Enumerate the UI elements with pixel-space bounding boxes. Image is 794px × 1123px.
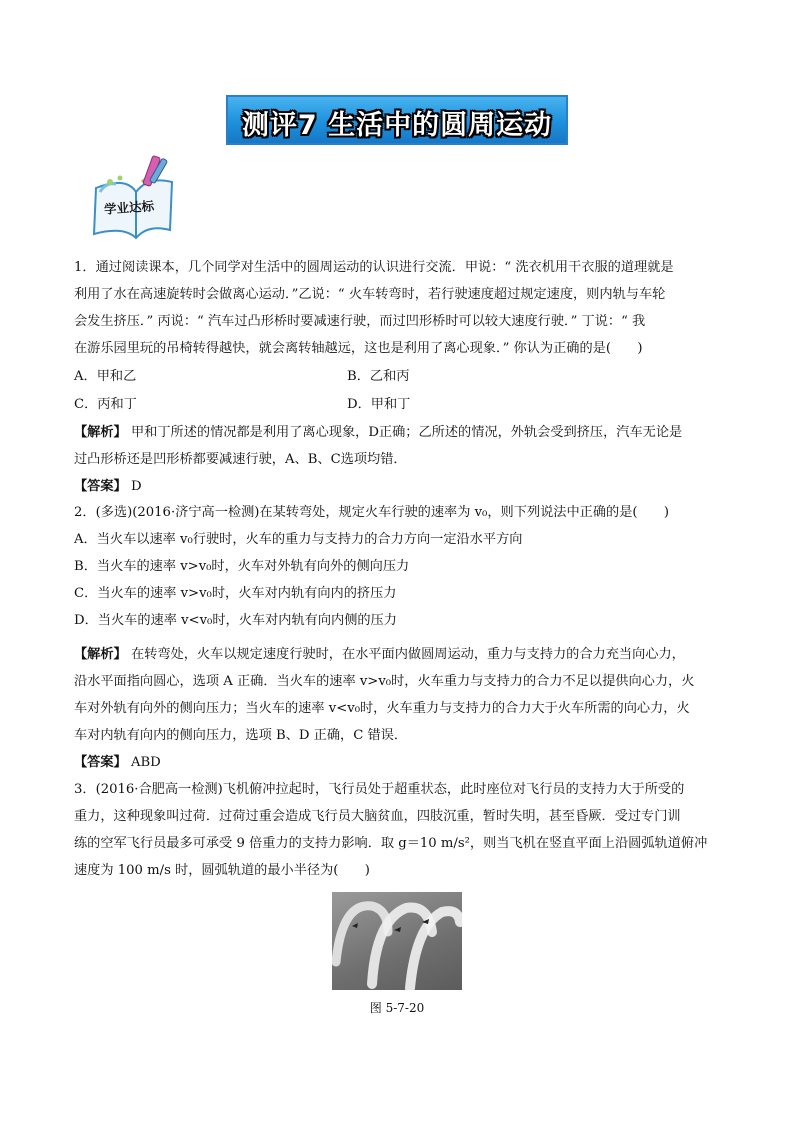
study-badge [86, 152, 176, 244]
q3-line: 重力，这种现象叫过荷．过荷过重会造成飞行员大脑贫血，四肢沉重，暂时失明，甚至昏厥．受过专门训 [74, 809, 681, 824]
q1-answer-value: D [130, 479, 142, 494]
q1-answer [74, 478, 142, 496]
q1-answer-tag: 【答案】 [74, 479, 127, 494]
q2-answer-value: ABD [130, 755, 161, 770]
q1-line: 利用了水在高速旋转时会做离心运动．”乙说：“ 火车转弯时，若行驶速度超过规定速度，则内轨与车轮 [74, 287, 666, 302]
q1-analysis-tag: 【解析】 [74, 425, 127, 440]
q3-line: 速度为 100 m/s 时，圆弧轨道的最小半径为( ) [74, 863, 370, 878]
q1-option-c: C．丙和丁 [74, 397, 137, 412]
figure-caption: 图 5-7-20 [369, 1001, 425, 1015]
q2-answer-tag: 【答案】 [74, 755, 127, 770]
q1-analysis-line: 过凸形桥还是凹形桥都要减速行驶，A、B、C选项均错． [74, 452, 407, 467]
q2-option-b: B．当火车的速率 v>v₀时，火车对外轨有向外的侧向压力 [74, 559, 410, 574]
q1-line: 1．通过阅读课本，几个同学对生活中的圆周运动的认识进行交流．甲说：“ 洗衣机用干衣服的道理就是 [74, 260, 674, 275]
q2-option-c: C．当火车的速率 v>v₀时，火车对内轨有向内的挤压力 [74, 586, 397, 601]
q1-line: 会发生挤压．” 丙说：“ 汽车过凸形桥时要减速行驶，而过凹形桥时可以较大速度行驶．” 丁说：“ 我 [74, 314, 646, 329]
q3-line: 3．(2016·合肥高一检测)飞机俯冲拉起时，飞行员处于超重状态，此时座位对飞行员的支持力大于所受的 [74, 782, 685, 797]
q2-option-d: D．当火车的速率 v<v₀时，火车对内轨有向内侧的压力 [74, 613, 397, 628]
contrail-image [332, 892, 462, 990]
q1-analysis-text: 甲和丁所述的情况都是利用了离心现象，D正确；乙所述的情况，外轨会受到挤压，汽车无论是 [130, 425, 683, 440]
q2-analysis-text: 在转弯处，火车以规定速度行驶时，在水平面内做圆周运动，重力与支持力的合力充当向心力， [130, 647, 685, 662]
q2-analysis-line: 车对内轨有向内的侧向压力，选项 B、D 正确，C 错误． [74, 728, 408, 743]
badge-label: 学业达标 [103, 198, 155, 217]
q1-line: 在游乐园里玩的吊椅转得越快，就会离转轴越远，这也是利用了离心现象．” 你认为正确的是( ) [74, 341, 643, 356]
q2-analysis-line: 车对外轨有向外的侧向压力；当火车的速率 v<v₀时，火车重力与支持力的合力大于火车所需的向心力，火 [74, 701, 690, 716]
q1-option-a: A．甲和乙 [74, 369, 137, 384]
q2-analysis [74, 646, 685, 664]
q2-analysis-tag: 【解析】 [74, 647, 127, 662]
q1-analysis [74, 424, 682, 442]
q2-answer [74, 754, 161, 772]
contrail-figure [332, 892, 462, 990]
q2-analysis-line: 沿水平面指向圆心，选项 A 正确．当火车的速率 v>v₀时，火车重力与支持力的合力不足以提供向心力，火 [74, 674, 695, 689]
q2-stem: 2．(多选)(2016·济宁高一检测)在某转弯处，规定火车行驶的速率为 v₀，则下列说法中正确的是( ) [74, 505, 670, 520]
page-title: 测评7 生活中的圆周运动 [241, 110, 553, 141]
q1-option-b: B．乙和丙 [347, 369, 410, 384]
q2-option-a: A．当火车以速率 v₀行驶时，火车的重力与支持力的合力方向一定沿水平方向 [74, 532, 523, 547]
q3-line: 练的空军飞行员最多可承受 9 倍重力的支持力影响．取 g＝10 m/s²，则当飞机在竖直平面上沿圆弧轨道俯冲 [74, 836, 708, 851]
title-banner [226, 95, 568, 145]
q1-option-d: D．甲和丁 [347, 397, 411, 412]
